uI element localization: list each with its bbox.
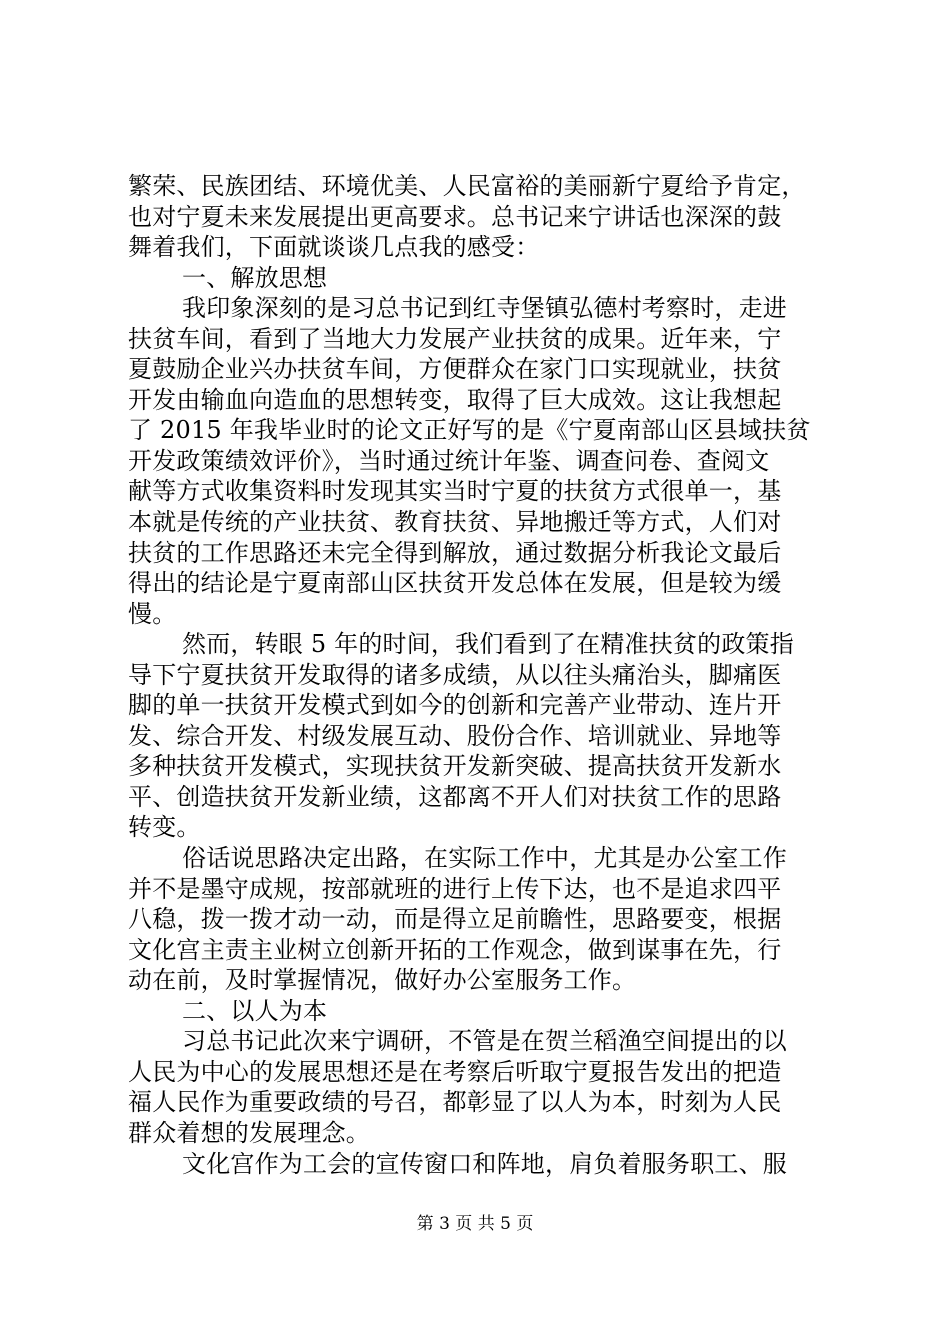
text-line: 繁荣、民族团结、环境优美、人民富裕的美丽新宁夏给予肯定， <box>128 172 806 200</box>
page-footer: 第 3 页 共 5 页 <box>416 1214 534 1234</box>
text-line: 八稳，拨一拨才动一动，而是得立足前瞻性，思路要变，根据 <box>128 905 782 934</box>
text-line: 我印象深刻的是习总书记到红寺堡镇弘德村考察时，走进 <box>182 294 787 323</box>
text-line: 文化宫主责主业树立创新开拓的工作观念，做到谋事在先，行 <box>128 935 782 964</box>
text-line: 然而，转眼 5 年的时间，我们看到了在精准扶贫的政策指 <box>182 630 794 659</box>
text-line: 也对宁夏未来发展提出更高要求。总书记来宁讲话也深深的鼓 <box>128 202 782 231</box>
text-line: 福人民作为重要政绩的号召，都彰显了以人为本，时刻为人民 <box>128 1088 782 1117</box>
text-line: 本就是传统的产业扶贫、教育扶贫、异地搬迁等方式，人们对 <box>128 508 782 537</box>
text-line: 多种扶贫开发模式，实现扶贫开发新突破、提高扶贫开发新水 <box>128 752 782 781</box>
text-line: 得出的结论是宁夏南部山区扶贫开发总体在发展，但是较为缓 <box>128 569 782 598</box>
text-line: 一、解放思想 <box>182 263 328 292</box>
text-line: 文化宫作为工会的宣传窗口和阵地，肩负着服务职工、服 <box>182 1149 787 1178</box>
text-line: 慢。 <box>128 599 177 628</box>
text-line: 扶贫车间，看到了当地大力发展产业扶贫的成果。近年来，宁 <box>128 324 782 353</box>
text-line: 发、综合开发、村级发展互动、股份合作、培训就业、异地等 <box>128 721 782 750</box>
text-line: 舞着我们，下面就谈谈几点我的感受： <box>128 233 540 262</box>
text-line: 转变。 <box>128 813 201 842</box>
text-line: 人民为中心的发展思想还是在考察后听取宁夏报告发出的把造 <box>128 1057 782 1086</box>
text-line: 导下宁夏扶贫开发取得的诸多成绩，从以往头痛治头，脚痛医 <box>128 660 782 689</box>
text-line: 献等方式收集资料时发现其实当时宁夏的扶贫方式很单一，基 <box>128 477 782 506</box>
text-line: 开发政策绩效评价》，当时通过统计年鉴、调查问卷、查阅文 <box>128 446 770 475</box>
text-line: 俗话说思路决定出路，在实际工作中，尤其是办公室工作 <box>182 844 787 873</box>
text-line: 夏鼓励企业兴办扶贫车间，方便群众在家门口实现就业，扶贫 <box>128 355 782 384</box>
text-line: 动在前，及时掌握情况，做好办公室服务工作。 <box>128 966 637 995</box>
text-line: 群众着想的发展理念。 <box>128 1118 370 1147</box>
text-line: 并不是墨守成规，按部就班的进行上传下达，也不是追求四平 <box>128 874 782 903</box>
text-line: 了 2015 年我毕业时的论文正好写的是《宁夏南部山区县域扶贫 <box>128 416 811 445</box>
text-line: 习总书记此次来宁调研，不管是在贺兰稻渔空间提出的以 <box>182 1027 787 1056</box>
text-line: 二、以人为本 <box>182 996 328 1025</box>
text-line: 开发由输血向造血的思想转变，取得了巨大成效。这让我想起 <box>128 385 782 414</box>
document-body <box>128 171 828 1179</box>
text-line: 脚的单一扶贫开发模式到如今的创新和完善产业带动、连片开 <box>128 691 782 720</box>
text-line: 扶贫的工作思路还未完全得到解放，通过数据分析我论文最后 <box>128 538 782 567</box>
text-line: 平、创造扶贫开发新业绩，这都离不开人们对扶贫工作的思路 <box>128 782 782 811</box>
